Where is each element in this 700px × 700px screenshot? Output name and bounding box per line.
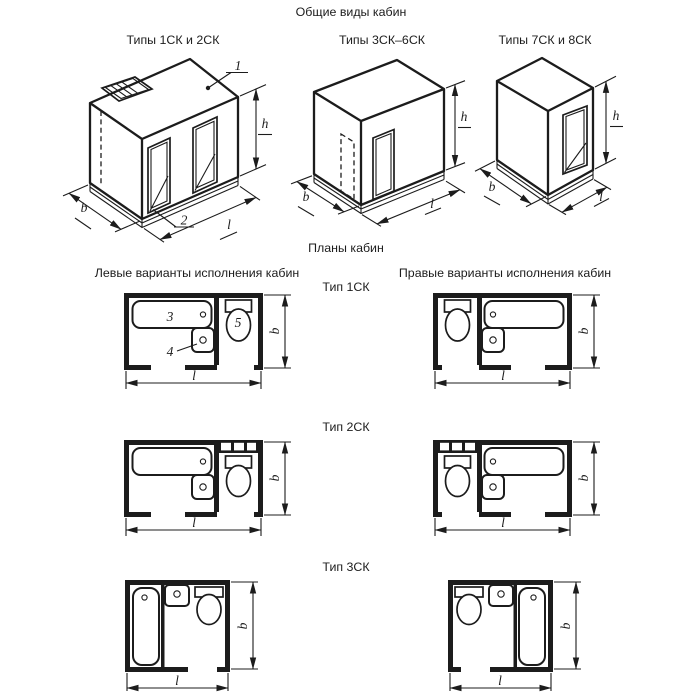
callout-5-label: 5 — [234, 315, 242, 330]
dim-label-b: b — [80, 200, 88, 215]
dim-label-l: l — [192, 515, 196, 530]
cabin-caption-3sk-6sk: Типы 3СК–6СК — [338, 33, 426, 47]
plan-2sk-left — [124, 440, 291, 536]
plan-1sk-left — [124, 293, 291, 389]
dim-label-l: l — [599, 189, 603, 204]
plan-2sk-right — [433, 440, 600, 536]
callout-1-label: 1 — [234, 58, 242, 73]
callout-2-label: 2 — [180, 212, 188, 228]
dimension-h — [240, 85, 272, 176]
dim-label-b: b — [267, 327, 282, 335]
plans-title: Планы кабин — [308, 241, 384, 255]
dim-label-l: l — [498, 673, 502, 688]
dimension-h — [446, 81, 471, 170]
type-label-2sk: Тип 2СК — [322, 420, 370, 434]
dimension-h — [595, 76, 623, 169]
dim-label-h: h — [460, 109, 468, 124]
cabin-caption-7sk-8sk: Типы 7СК и 8СК — [498, 33, 592, 47]
dim-label-b: b — [576, 474, 591, 482]
dim-label-l: l — [501, 368, 505, 383]
dim-label-l: l — [227, 217, 231, 232]
callout-3-label: 3 — [166, 309, 174, 324]
callout-4-label: 4 — [166, 344, 174, 359]
dim-label-l: l — [192, 368, 196, 383]
plan-3sk-left — [125, 580, 258, 691]
overview-title: Общие виды кабин — [295, 5, 407, 19]
dim-label-l: l — [430, 196, 434, 211]
dim-label-b: b — [576, 327, 591, 335]
plan-3sk-right — [448, 580, 581, 691]
callout-1 — [206, 58, 248, 90]
dim-label-l: l — [175, 673, 179, 688]
type-label-1sk: Тип 1СК — [322, 280, 370, 294]
dim-label-h: h — [612, 108, 620, 123]
dim-label-b: b — [302, 189, 310, 204]
type-label-3sk: Тип 3СК — [322, 560, 370, 574]
iso-cabin-3sk-6sk — [291, 60, 471, 226]
dim-label-b: b — [558, 622, 573, 630]
right-variants-caption: Правые варианты исполнения кабин — [398, 266, 612, 280]
iso-cabin-1sk-2sk — [63, 58, 272, 242]
dim-label-b: b — [235, 622, 250, 630]
dim-label-l: l — [501, 515, 505, 530]
dim-label-b: b — [488, 179, 496, 194]
dim-label-h: h — [261, 116, 269, 131]
iso-cabin-7sk-8sk — [475, 58, 623, 215]
left-variants-caption: Левые варианты исполнения кабин — [94, 266, 300, 280]
plan-1sk-right — [433, 293, 600, 389]
cabin-caption-1sk-2sk: Типы 1СК и 2СК — [126, 33, 220, 47]
dim-label-b: b — [267, 474, 282, 482]
